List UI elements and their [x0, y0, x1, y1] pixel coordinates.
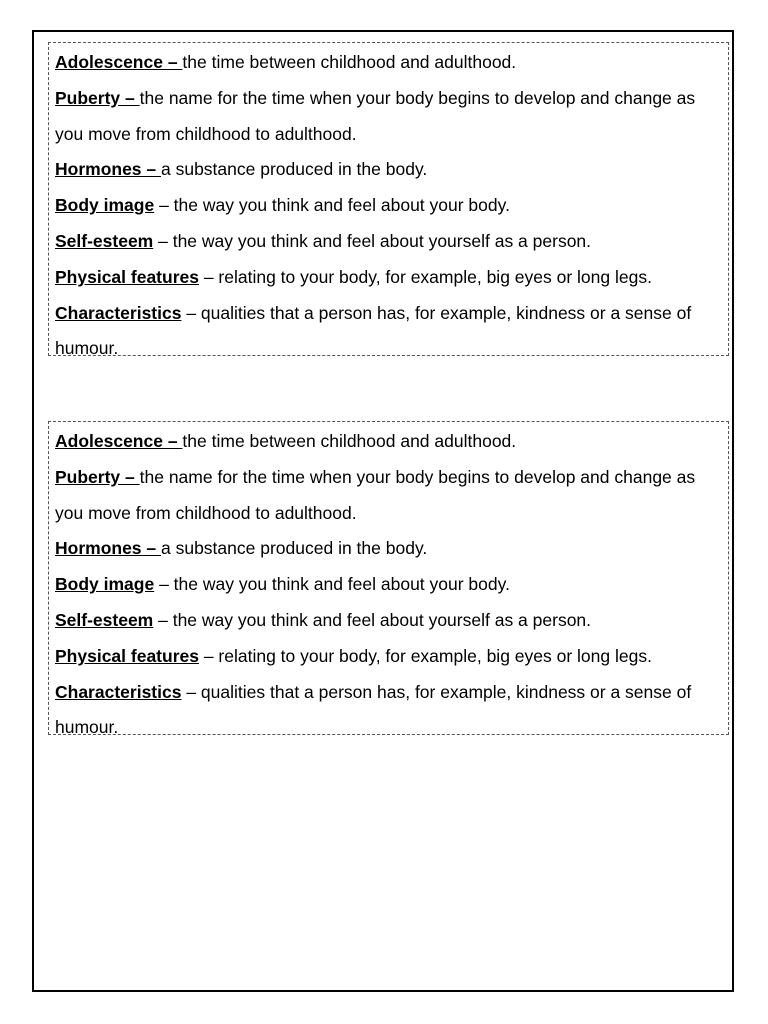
glossary-definition: the name for the time when your body begins to develop and change as you move from childhood to adulthood. [55, 87, 696, 144]
glossary-entry-adolescence [55, 45, 728, 81]
glossary-entry-puberty [55, 460, 728, 532]
glossary-entry-self-esteem [55, 603, 728, 639]
glossary-term: Hormones – [55, 159, 161, 180]
glossary-entry-adolescence [55, 424, 728, 460]
glossary-entry-body-image [55, 188, 728, 224]
glossary-definition: a substance produced in the body. [161, 538, 428, 559]
glossary-definition: a substance produced in the body. [161, 159, 428, 180]
glossary-definition: – relating to your body, for example, big eyes or long legs. [198, 266, 652, 287]
glossary-definition: – the way you think and feel about yourself as a person. [153, 230, 592, 251]
glossary-term: Puberty – [55, 466, 140, 487]
glossary-entry-hormones [55, 531, 728, 567]
glossary-term: Physical features [55, 266, 199, 287]
glossary-term: Body image [55, 195, 155, 216]
glossary-term: Body image [55, 574, 155, 595]
glossary-definition: – the way you think and feel about your body. [154, 574, 510, 595]
glossary-definition: the time between childhood and adulthood. [182, 431, 517, 451]
glossary-entry-hormones [55, 152, 728, 188]
glossary-entry-characteristics [55, 296, 728, 368]
glossary-definition: – the way you think and feel about yourself as a person. [153, 609, 592, 630]
glossary-term: Adolescence – [55, 52, 183, 72]
glossary-definition: – qualities that a person has, for example, kindness or a sense of humour. [55, 681, 692, 738]
glossary-entry-body-image [55, 567, 728, 603]
glossary-term: Self-esteem [55, 609, 154, 630]
glossary-definition: the name for the time when your body begins to develop and change as you move from childhood to adulthood. [55, 466, 696, 523]
glossary-term: Characteristics [55, 681, 182, 702]
glossary-definition: – relating to your body, for example, big eyes or long legs. [198, 645, 652, 666]
glossary-term: Physical features [55, 645, 199, 666]
glossary-box-2 [48, 421, 729, 738]
glossary-term: Adolescence – [55, 431, 183, 451]
glossary-term: Self-esteem [55, 230, 154, 251]
glossary-box-1 [48, 42, 729, 359]
glossary-definition: – the way you think and feel about your body. [154, 195, 510, 216]
glossary-definition: the time between childhood and adulthood. [182, 52, 517, 72]
glossary-entry-puberty [55, 81, 728, 153]
glossary-entry-physical-features [55, 260, 728, 296]
glossary-definition: – qualities that a person has, for example, kindness or a sense of humour. [55, 302, 692, 359]
glossary-entry-characteristics [55, 675, 728, 747]
glossary-entry-self-esteem [55, 224, 728, 260]
glossary-term: Characteristics [55, 302, 182, 323]
glossary-term: Hormones – [55, 538, 161, 559]
glossary-term: Puberty – [55, 87, 140, 108]
glossary-entry-physical-features [55, 639, 728, 675]
